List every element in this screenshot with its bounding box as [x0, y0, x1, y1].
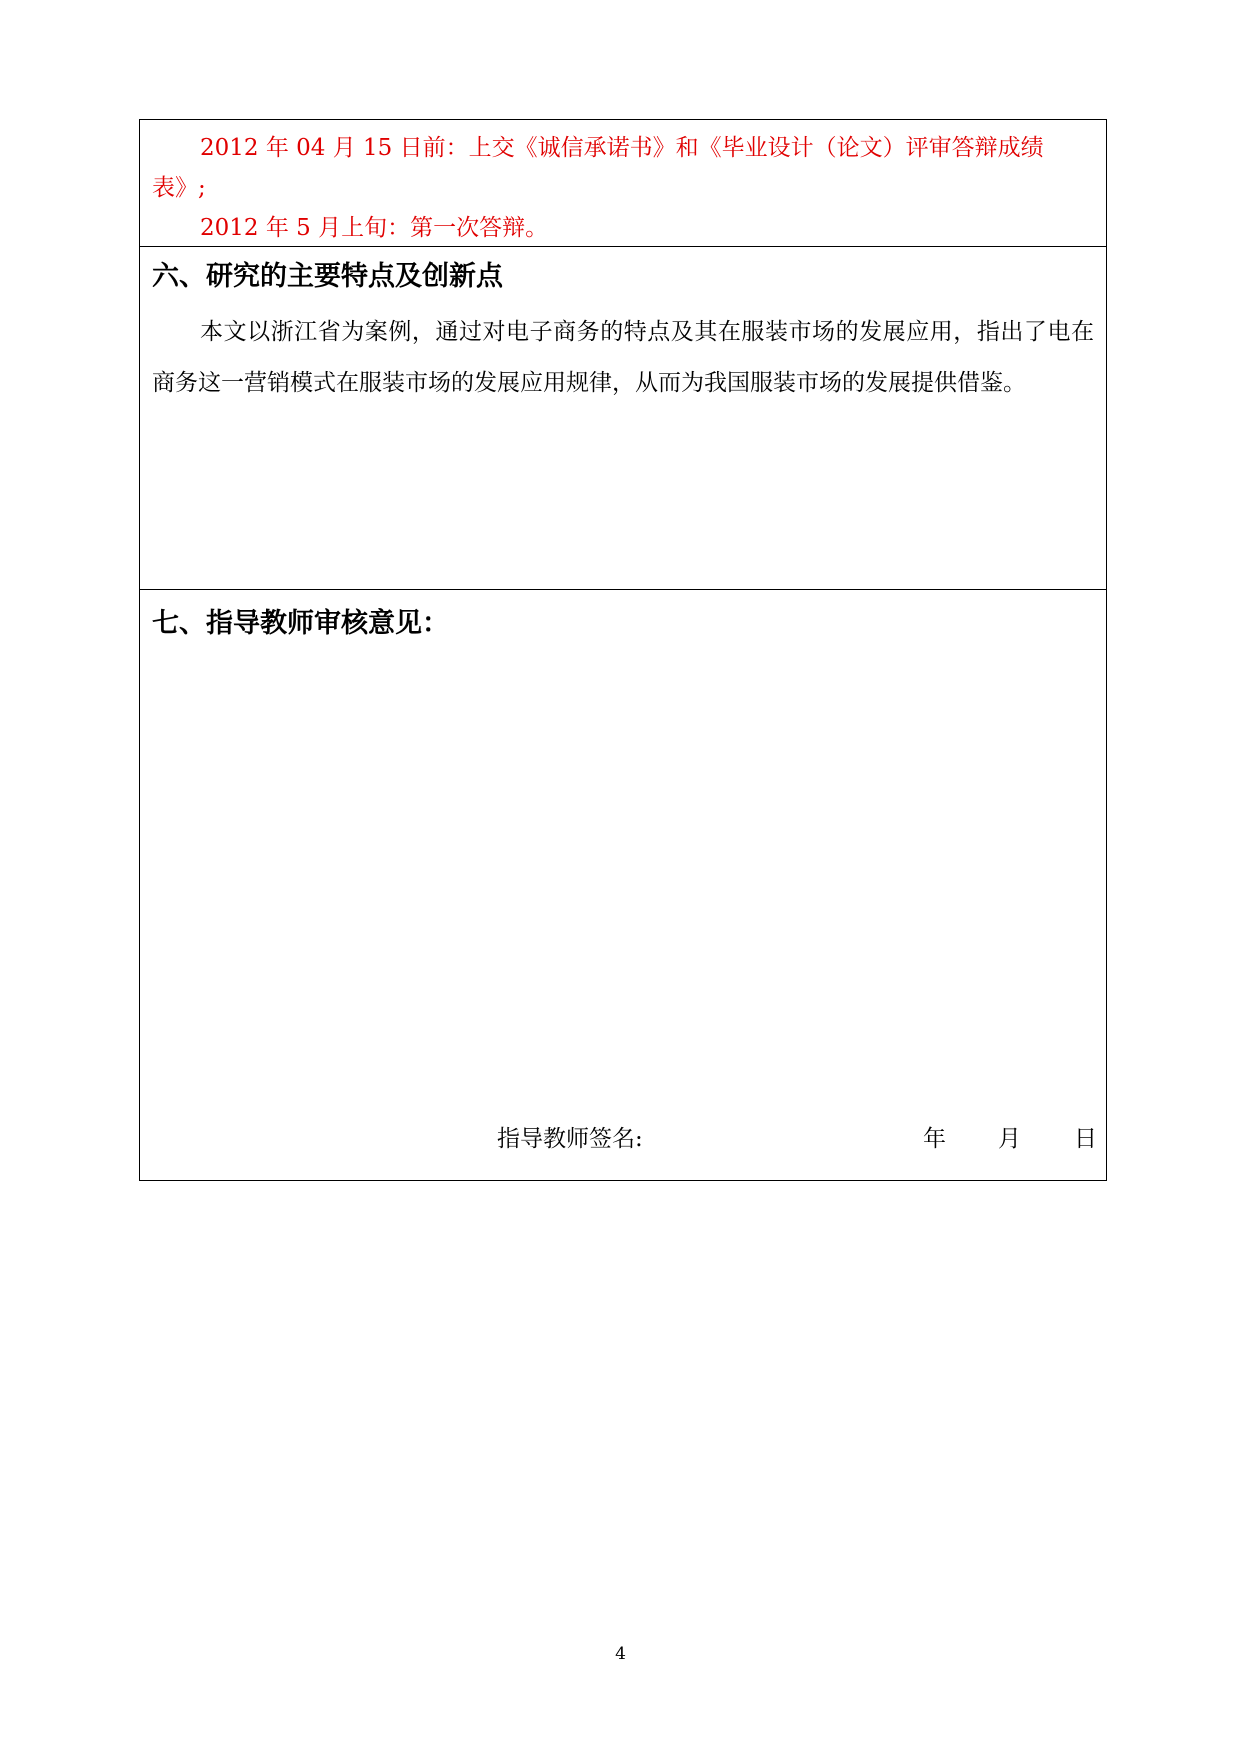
features-body: 本文以浙江省为案例，通过对电子商务的特点及其在服装市场的发展应用，指出了电在商务这一营销模式在服装市场的发展应用规律，从而为我国服装市场的发展提供借鉴。: [152, 319, 1094, 396]
form-table: [139, 119, 1107, 1181]
date-day-label: 日: [1074, 1126, 1097, 1152]
schedule-line-1: 2012 年 04 月 15 日前：上交《诚信承诺书》和《毕业设计（论文）评审答辩成绩表》;: [152, 135, 1044, 201]
features-title: 六、研究的主要特点及创新点: [152, 261, 503, 292]
features-section: [140, 247, 1106, 590]
signature-label: 指导教师签名:: [497, 1126, 643, 1152]
review-section: [140, 590, 1106, 1180]
schedule-line-2: 2012 年 5 月上旬：第一次答辩。: [200, 215, 549, 241]
review-title: 七、指导教师审核意见：: [152, 608, 449, 639]
schedule-section: [140, 120, 1106, 247]
date-year-label: 年: [923, 1126, 946, 1152]
signature-line: [140, 1120, 1106, 1154]
page-number: 4: [615, 1644, 626, 1664]
date-month-label: 月: [998, 1126, 1021, 1152]
